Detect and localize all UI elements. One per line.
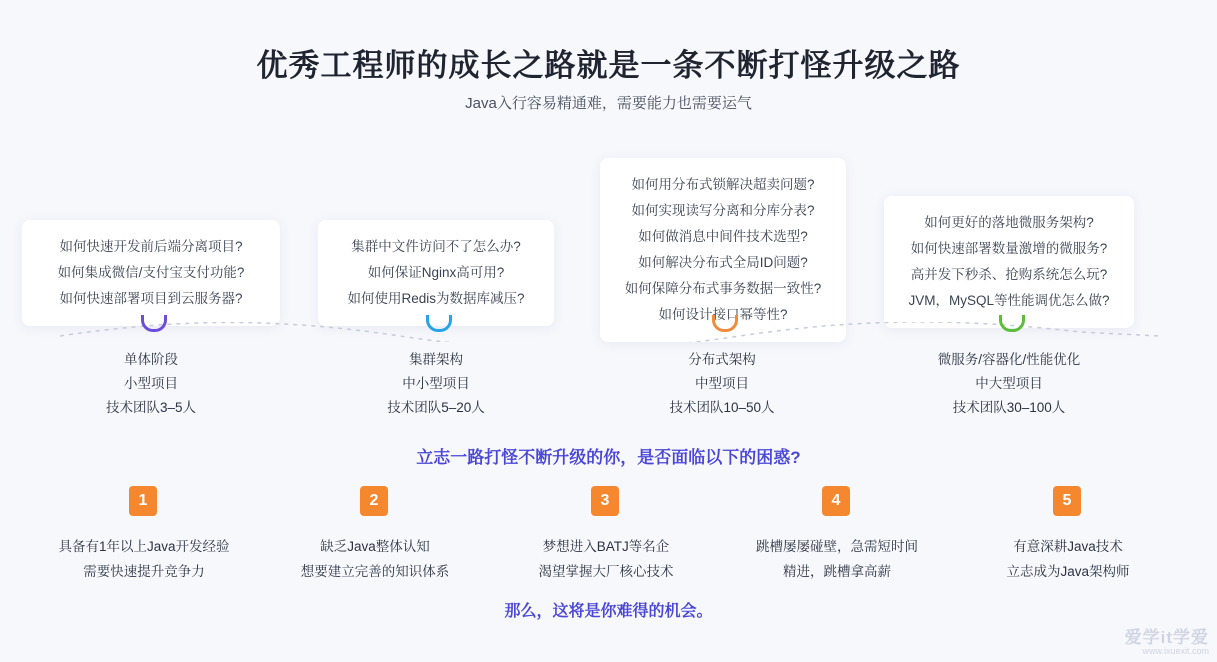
stage-team: 技术团队5–20人 [387, 400, 485, 415]
stage-label-3 [889, 348, 1129, 420]
pain-point-badge: 2 [360, 486, 388, 516]
pain-point-badge: 4 [822, 486, 850, 516]
pain-point-4 [727, 486, 947, 584]
pain-point-badge: 3 [591, 486, 619, 516]
pain-point-text [265, 534, 485, 584]
stage-question: 如何快速开发前后端分离项目? [59, 239, 243, 254]
pain-point-3 [496, 486, 716, 584]
stage-team: 技术团队30–100人 [952, 400, 1066, 415]
stage-label-2 [602, 348, 842, 420]
stage-question: 如何解决分布式全局ID问题? [638, 255, 808, 270]
pain-point-line-1: 有意深耕Java技术 [1013, 539, 1123, 554]
stage-question: 如何保证Nginx高可用? [367, 265, 505, 280]
stage-question: 如何实现读写分离和分库分表? [631, 203, 815, 218]
stage-label-0 [31, 348, 271, 420]
pain-point-1 [34, 486, 254, 584]
stage-question: 如何集成微信/支付宝支付功能? [57, 265, 245, 280]
pain-point-line-1: 具备有1年以上Java开发经验 [58, 539, 230, 554]
page-title: 优秀工程师的成长之路就是一条不断打怪升级之路 [256, 48, 961, 83]
stage-scale: 中型项目 [695, 376, 749, 391]
pain-point-5 [958, 486, 1178, 584]
stage-name: 分布式架构 [688, 352, 756, 367]
stage-card-3 [884, 196, 1134, 328]
stage-question: 如何快速部署项目到云服务器? [59, 291, 243, 306]
pain-point-badge: 1 [129, 486, 157, 516]
stage-question: 集群中文件访问不了怎么办? [351, 239, 521, 254]
stage-question: 高并发下秒杀、抢购系统怎么玩? [910, 267, 1108, 282]
stage-team: 技术团队10–50人 [669, 400, 775, 415]
timeline-dashed-line [60, 322, 1160, 342]
stage-question: 如何做消息中间件技术选型? [638, 229, 808, 244]
pain-point-2 [265, 486, 485, 584]
pain-point-line-2: 渴望掌握大厂核心技术 [538, 564, 674, 579]
pain-point-line-1: 缺乏Java整体认知 [320, 539, 430, 554]
pain-point-line-1: 梦想进入BATJ等名企 [542, 539, 670, 554]
pain-point-line-2: 精进，跳槽拿高薪 [783, 564, 891, 579]
stage-question: 如何保障分布式事务数据一致性? [624, 281, 822, 296]
stage-question: 如何用分布式锁解决超卖问题? [631, 177, 815, 192]
stage-name: 集群架构 [409, 352, 463, 367]
stage-scale: 中小型项目 [402, 376, 470, 391]
stage-question: 如何更好的落地微服务架构? [924, 215, 1094, 230]
pain-point-text [496, 534, 716, 584]
pain-point-line-2: 立志成为Java架构师 [1006, 564, 1130, 579]
stage-scale: 小型项目 [124, 376, 178, 391]
stage-question: 如何使用Redis为数据库减压? [347, 291, 525, 306]
stage-question: 如何快速部署数量激增的微服务? [910, 241, 1108, 256]
pain-point-text [727, 534, 947, 584]
stage-question: 如何设计接口幂等性? [658, 307, 788, 322]
watermark [1125, 623, 1209, 656]
stage-scale: 中大型项目 [975, 376, 1043, 391]
stage-label-1 [316, 348, 556, 420]
pain-point-line-2: 想要建立完善的知识体系 [300, 564, 450, 579]
pain-point-text [958, 534, 1178, 584]
stage-name: 微服务/容器化/性能优化 [937, 352, 1081, 367]
stage-question: JVM，MySQL等性能调优怎么做? [908, 293, 1110, 308]
footer-callout: 那么，这将是你难得的机会。 [504, 603, 713, 620]
pain-points-heading: 立志一路打怪不断升级的你，是否面临以下的困惑? [416, 448, 801, 467]
stage-name: 单体阶段 [124, 352, 178, 367]
pain-point-line-1: 跳槽屡屡碰壁，急需短时间 [756, 539, 918, 554]
pain-point-text [34, 534, 254, 584]
stage-team: 技术团队3–5人 [105, 400, 197, 415]
watermark-text: 爱学it学爱 [1124, 628, 1209, 647]
watermark-url: www.ixuexit.com [1142, 646, 1209, 656]
stage-card-0 [22, 220, 280, 326]
page-subtitle: Java入行容易精通难，需要能力也需要运气 [465, 95, 752, 112]
pain-point-badge: 5 [1053, 486, 1081, 516]
stage-card-1 [318, 220, 554, 326]
pain-point-line-2: 需要快速提升竞争力 [83, 564, 205, 579]
